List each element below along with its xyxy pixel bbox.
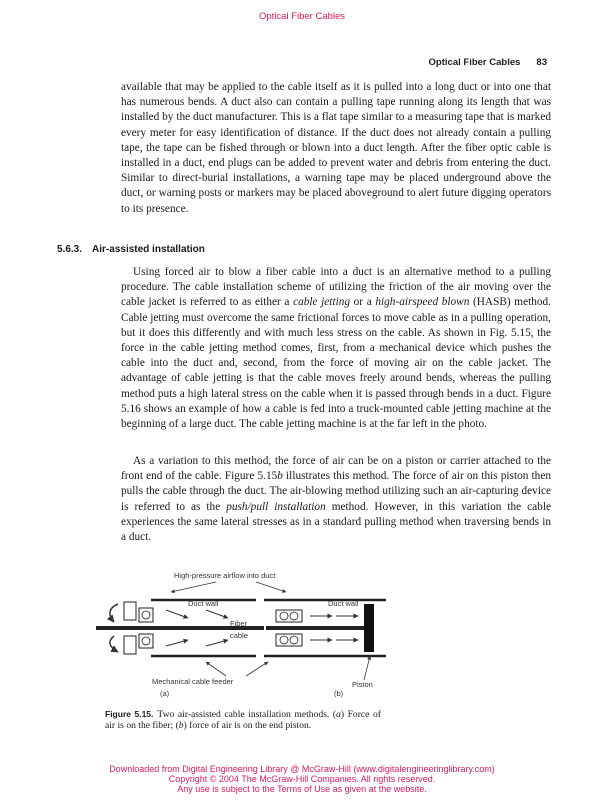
- figure-diagram: [96, 566, 506, 706]
- label-piston: Piston: [352, 680, 373, 689]
- paragraph-air-assisted: [121, 265, 551, 432]
- section-title: Air-assisted installation: [92, 244, 205, 255]
- airflow-arrow-a: [171, 582, 216, 592]
- label-feeder: Mechanical cable feeder: [152, 677, 234, 686]
- feeder-roller-top: [139, 608, 153, 622]
- footer-download-link[interactable]: Downloaded from Digital Engineering Library @ McGraw-Hill (www.digitalengineeringlibrary.com): [109, 764, 495, 774]
- footer-copyright[interactable]: Copyright © 2004 The McGraw-Hill Companies. All rights reserved.: [168, 774, 436, 784]
- footer: [0, 764, 604, 794]
- p2-text-2: or a: [350, 296, 376, 309]
- term-push-pull: push/pull installation: [226, 500, 326, 513]
- feeder-block-bottom: [124, 636, 136, 654]
- section-number: 5.6.3.: [57, 244, 83, 255]
- running-head-title: Optical Fiber Cables: [428, 57, 521, 68]
- caption-text-3: ) force of air is on the end piston.: [183, 720, 312, 731]
- feeder-roller-bottom: [139, 634, 153, 648]
- caption-text-1: Two air-assisted cable installation methods. (: [157, 709, 337, 720]
- caption-label: Figure 5.15.: [105, 709, 154, 719]
- paragraph-continued: available that may be applied to the cable itself as it is pulled into a long duct or into one that has numerous bends. A duct also can contain a pulling tape running along its length that was installed by the duct manufacturer. This is a flat tape similar to a measuring tape that is marked every meter for easy identification of distance. If the duct does not already contain a pulling tape, the tape can be fished through or blown into a duct length. After the fiber optic cable is installed in a duct, end plugs can be added to prevent water and debris from entering the duct. Similar to direct-burial installations, a warning tape may be placed underground above the duct, or warning posts or markers may be placed aboveground to alert future digging operators to its presence.: [121, 81, 551, 215]
- term-hasb: high-airspeed blown: [375, 296, 470, 309]
- figure-5-15: [96, 566, 506, 706]
- p2-text-3: (HASB) method. Cable jetting must overcome the same frictional forces to move cable as in a pulling operation, but it does this differently and with much less stress on the cable. As shown in Fig. 5.15, the force in the cable jetting method comes, first, from a mechanical device which pushes the cable into the duct and, second, from the force of moving air on the cable jacket. The advantage of cable jetting is that the cable moves freely around bends, whereas the pulling method puts a high lateral stress on the cable when it is passed through bends in a duct. Figure 5.16 shows an example of how a cable is fed into a truck-mounted cable jetting machine at the beginning of a large duct. The cable jetting machine is at the far left in the photo.: [121, 296, 552, 431]
- piston-pointer: [364, 656, 370, 680]
- roller-circle-top: [142, 611, 150, 619]
- label-a: (a): [160, 689, 170, 698]
- roller-circle-bottom: [142, 637, 150, 645]
- feeder-pointer: [246, 662, 268, 676]
- air-arrow-4: [206, 640, 228, 646]
- airflow-arrow-b: [256, 582, 286, 592]
- running-head: [429, 57, 547, 68]
- air-arrow-2: [206, 610, 228, 618]
- feeder-b-roller-1: [280, 612, 288, 620]
- label-fiber: Fiber: [230, 619, 248, 628]
- air-arrow-3: [166, 640, 188, 646]
- air-arrow-1: [166, 610, 188, 618]
- top-banner-title[interactable]: Optical Fiber Cables: [258, 11, 346, 22]
- caption-b: b: [178, 720, 184, 731]
- footer-terms[interactable]: Any use is subject to the Terms of Use as given at the website.: [177, 784, 427, 794]
- label-airflow: High-pressure airflow into duct: [174, 571, 276, 580]
- piston: [364, 604, 374, 652]
- p2-text-1: Using forced air to blow a fiber cable into a duct is an alternative method to a pulling procedure. The cable installation scheme of utilizing the friction of the air moving over the cable jacket is referred to as either a: [121, 266, 551, 309]
- curved-air-arrow-bottom: [110, 636, 118, 652]
- feeder-b-roller-2: [290, 612, 298, 620]
- feeder-b-roller-4: [290, 636, 298, 644]
- section-heading: [57, 244, 205, 255]
- label-duct-wall-a: Duct wall: [188, 599, 219, 608]
- page-number: 83: [536, 57, 547, 68]
- label-cable: cable: [230, 631, 248, 640]
- p3-text-3: method. However, in this variation the cable experiences the same lateral stresses as in a standard pulling method when traversing bends in a duct.: [121, 500, 551, 544]
- p3-text-1: As a variation to this method, the force of air can be on a piston or carrier attached to the front end of the cable. Figure 5.15: [121, 455, 551, 483]
- figure-caption: [105, 709, 381, 731]
- label-b: (b): [334, 689, 344, 698]
- label-duct-wall-b: Duct wall: [328, 599, 359, 608]
- term-cable-jetting: cable jetting: [293, 296, 351, 309]
- fig-ref-letter: b: [277, 470, 283, 483]
- feeder-b-roller-3: [280, 636, 288, 644]
- caption-a: a: [336, 709, 341, 720]
- paragraph-variation: [121, 454, 551, 545]
- curved-air-arrow-top: [110, 604, 118, 622]
- p3-text-2: illustrates this method. The force of air on this piston then pulls the cable through the duct. The air-blowing method utilizing such an air-capturing device is referred to as the: [121, 470, 551, 513]
- feeder-pointer-2: [206, 662, 226, 676]
- feeder-block-top: [124, 602, 136, 620]
- caption-text-2: ) Force of air is on the fiber; (: [105, 709, 381, 731]
